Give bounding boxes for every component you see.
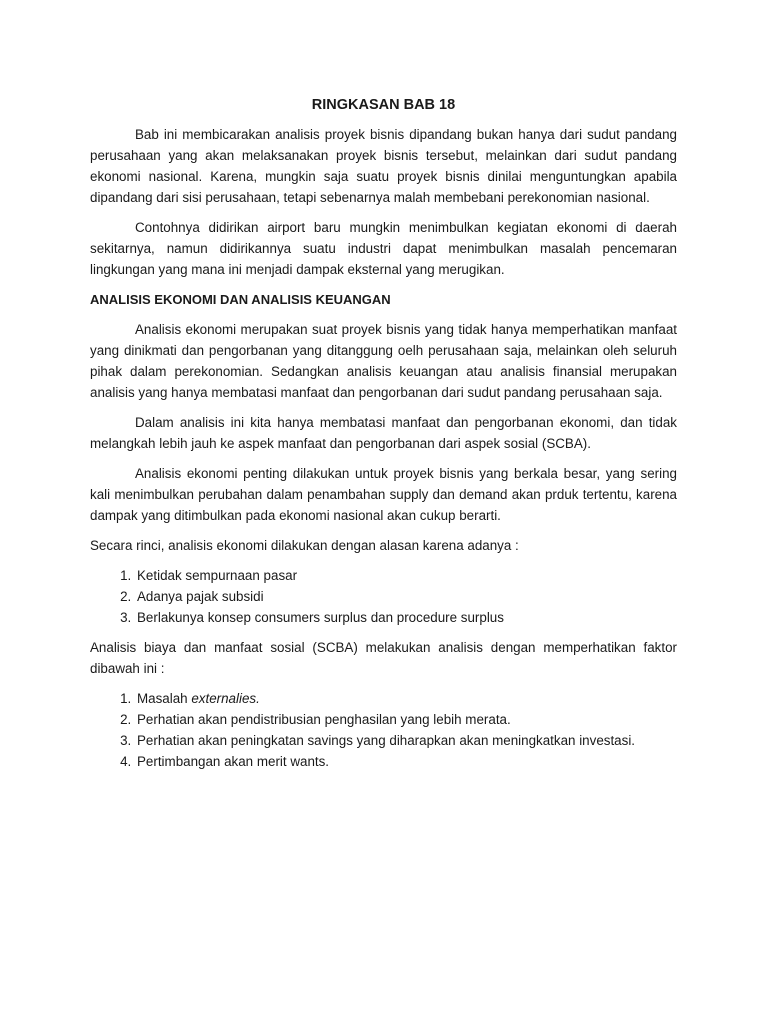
list-item: 3. Berlakunya konsep consumers surplus dan procedure surplus xyxy=(135,607,677,628)
list-item-italic-text: externalies. xyxy=(191,691,260,706)
reasons-list xyxy=(90,565,677,628)
paragraph-scba-intro: Analisis biaya dan manfaat sosial (SCBA) melakukan analisis dengan memperhatikan faktor dibawah ini : xyxy=(90,640,677,676)
list-item-text: Masalah xyxy=(137,691,192,706)
section-heading: ANALISIS EKONOMI DAN ANALISIS KEUANGAN xyxy=(90,292,391,307)
list-item: 2. Perhatian akan pendistribusian penghasilan yang lebih merata. xyxy=(135,709,677,730)
paragraph-scope: Dalam analisis ini kita hanya membatasi manfaat dan pengorbanan ekonomi, dan tidak melangkah lebih jauh ke aspek manfaat dan pengorbanan dari aspek sosial (SCBA). xyxy=(90,415,677,451)
paragraph-importance: Analisis ekonomi penting dilakukan untuk proyek bisnis yang berkala besar, yang sering kali menimbulkan perubahan dalam penambahan supply dan demand akan prduk tertentu, karena dampak yang ditimbulkan pada ekonomi nasional akan cukup berarti. xyxy=(90,466,677,523)
scba-factors-list xyxy=(90,688,677,772)
paragraph-intro: Bab ini membicarakan analisis proyek bisnis dipandang bukan hanya dari sudut pandang perusahaan yang akan melaksanakan proyek bisnis tersebut, melainkan dari sudut pandang ekonomi nasional. Karena, mungkin saja suatu proyek bisnis dinilai menguntungkan apabila dipandang dari sisi perusahaan, tetapi sebenarnya malah membebani perekonomian nasional. xyxy=(90,127,677,205)
list-item: 4. Pertimbangan akan merit wants. xyxy=(135,751,677,772)
list-item: 1. Ketidak sempurnaan pasar xyxy=(135,565,677,586)
paragraph-example: Contohnya didirikan airport baru mungkin menimbulkan kegiatan ekonomi di daerah sekitarnya, namun didirikannya suatu industri dapat menimbulkan masalah pencemaran lingkungan yang mana ini menjadi dampak eksternal yang merugikan. xyxy=(90,220,677,277)
paragraph-reasons-intro: Secara rinci, analisis ekonomi dilakukan dengan alasan karena adanya : xyxy=(90,538,519,553)
list-item: 2. Adanya pajak subsidi xyxy=(135,586,677,607)
list-item: 3. Perhatian akan peningkatan savings yang diharapkan akan meningkatkan investasi. xyxy=(135,730,677,751)
document-page xyxy=(90,94,677,781)
list-item xyxy=(135,688,677,709)
paragraph-economic-analysis: Analisis ekonomi merupakan suat proyek bisnis yang tidak hanya memperhatikan manfaat yang dinikmati dan pengorbanan yang ditanggung oelh perusahaan saja, melainkan oleh seluruh pihak dalam perekonomian. Sedangkan analisis keuangan atau analisis finansial merupakan analisis yang hanya membatasi manfaat dan pengorbanan dari sudut pandang perusahaan saja. xyxy=(90,322,677,400)
document-title: RINGKASAN BAB 18 xyxy=(311,97,456,113)
